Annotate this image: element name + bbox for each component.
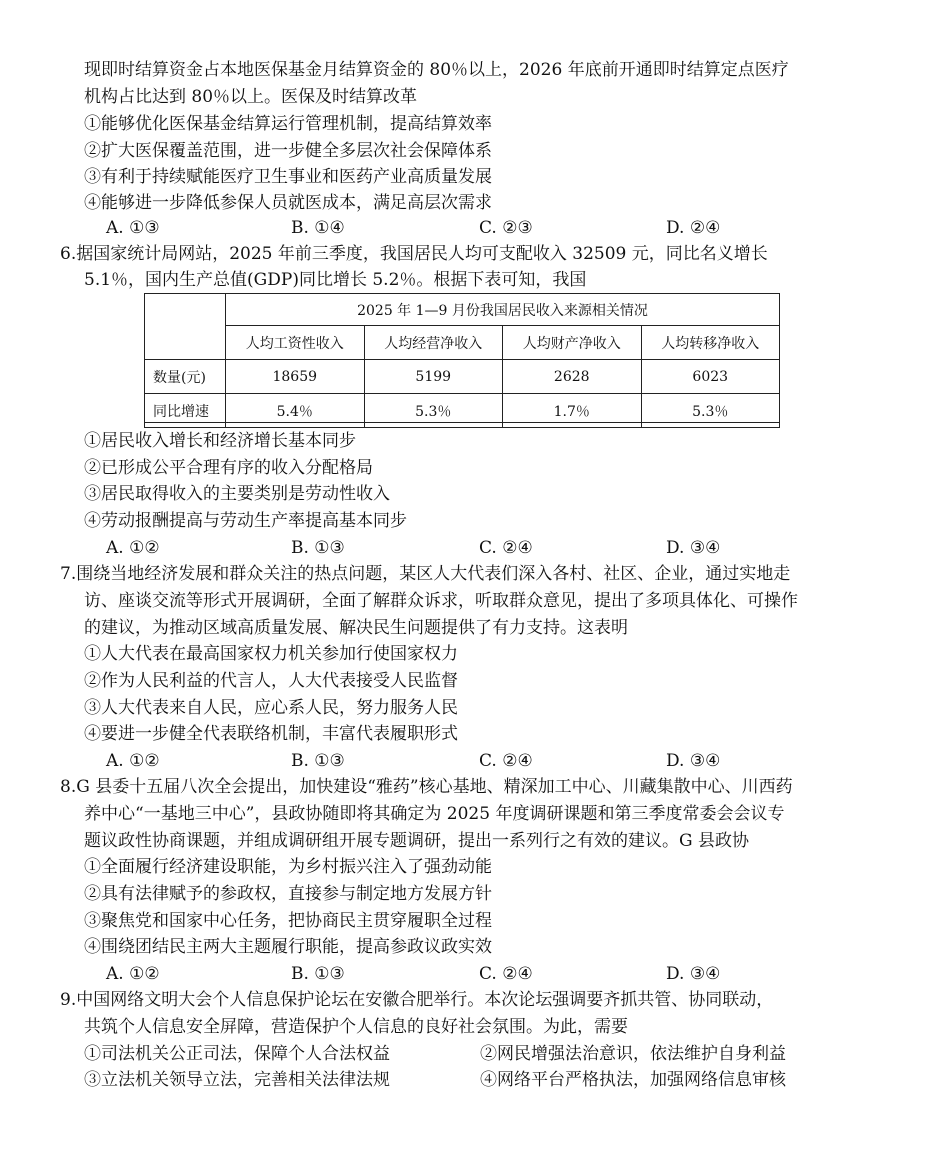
q6-stem-line-2: 5.1％，国内生产总值(GDP)同比增长 5.2％。根据下表可知，我国 xyxy=(84,270,587,290)
q9-stem-line-2: 共筑个人信息安全屏障，营造保护个人信息的良好社会氛围。为此，需要 xyxy=(84,1017,628,1037)
q6-choice-c[interactable]: C. ②④ xyxy=(479,538,533,558)
table-cell: 5199 xyxy=(364,360,503,394)
q7-item-2: ②作为人民利益的代言人，人大代表接受人民监督 xyxy=(84,671,458,691)
table-cell: 5.3％ xyxy=(641,394,780,428)
q8-stem-line-3: 题议政性协商课题，并组成调研组开展专题调研，提出一系列行之有效的建议。G 县政协 xyxy=(84,831,749,851)
q5-stem-line-2: 机构占比达到 80％以上。医保及时结算改革 xyxy=(84,87,418,107)
q6-item-3: ③居民取得收入的主要类别是劳动性收入 xyxy=(84,484,390,504)
q7-choice-d[interactable]: D. ③④ xyxy=(666,751,721,771)
income-table xyxy=(144,293,780,428)
q8-item-4: ④围绕团结民主两大主题履行职能，提高参政议政实效 xyxy=(84,937,492,957)
q5-choice-a[interactable]: A. ①③ xyxy=(106,218,160,238)
table-title: 2025 年 1—9 月份我国居民收入来源相关情况 xyxy=(226,294,780,326)
q7-stem-line-3: 的建议，为推动区域高质量发展、解决民生问题提供了有力支持。这表明 xyxy=(84,618,628,638)
q7-choice-c[interactable]: C. ②④ xyxy=(479,751,533,771)
q7-choice-b[interactable]: B. ①③ xyxy=(291,751,345,771)
q6-choice-d[interactable]: D. ③④ xyxy=(666,538,721,558)
q5-choice-c[interactable]: C. ②③ xyxy=(479,218,533,238)
table-cell: 5.4％ xyxy=(226,394,365,428)
table-header: 人均财产净收入 xyxy=(503,326,642,360)
q9-stem-line-1: 9.中国网络文明大会个人信息保护论坛在安徽合肥举行。本次论坛强调要齐抓共管、协同联动， xyxy=(60,990,774,1010)
q8-choice-d[interactable]: D. ③④ xyxy=(666,964,721,984)
table-row-label: 同比增速 xyxy=(145,394,226,428)
q7-stem-line-1: 7.围绕当地经济发展和群众关注的热点问题，某区人大代表们深入各村、社区、企业，通过实地走 xyxy=(60,564,791,584)
q5-choice-b[interactable]: B. ①④ xyxy=(291,218,345,238)
q5-item-3: ③有利于持续赋能医疗卫生事业和医药产业高质量发展 xyxy=(84,167,492,187)
q8-choice-c[interactable]: C. ②④ xyxy=(479,964,533,984)
q8-item-1: ①全面履行经济建设职能，为乡村振兴注入了强劲动能 xyxy=(84,857,492,877)
q9-item-3: ③立法机关领导立法，完善相关法律法规 xyxy=(84,1070,390,1090)
q9-item-1: ①司法机关公正司法，保障个人合法权益 xyxy=(84,1044,390,1064)
q7-item-3: ③人大代表来自人民，应心系人民，努力服务人民 xyxy=(84,698,458,718)
table-cell: 6023 xyxy=(641,360,780,394)
q6-item-2: ②已形成公平合理有序的收入分配格局 xyxy=(84,458,373,478)
table-header: 人均工资性收入 xyxy=(226,326,365,360)
q7-item-1: ①人大代表在最高国家权力机关参加行使国家权力 xyxy=(84,644,458,664)
q8-choice-a[interactable]: A. ①② xyxy=(106,964,160,984)
q6-choice-a[interactable]: A. ①② xyxy=(106,538,160,558)
q5-item-4: ④能够进一步降低参保人员就医成本，满足高层次需求 xyxy=(84,193,492,213)
table-header: 人均经营净收入 xyxy=(364,326,503,360)
q5-item-2: ②扩大医保覆盖范围，进一步健全多层次社会保障体系 xyxy=(84,141,492,161)
table-cell: 1.7％ xyxy=(503,394,642,428)
q6-item-4: ④劳动报酬提高与劳动生产率提高基本同步 xyxy=(84,511,407,531)
q5-choice-d[interactable]: D. ②④ xyxy=(666,218,721,238)
table-header: 人均转移净收入 xyxy=(641,326,780,360)
q8-item-2: ②具有法律赋予的参政权，直接参与制定地方发展方针 xyxy=(84,884,492,904)
q9-item-2: ②网民增强法治意识，依法维护自身利益 xyxy=(480,1044,786,1064)
table-cell: 5.3％ xyxy=(364,394,503,428)
table-row-label: 数量(元) xyxy=(145,360,226,394)
q7-item-4: ④要进一步健全代表联络机制，丰富代表履职形式 xyxy=(84,724,458,744)
table-cell: 18659 xyxy=(226,360,365,394)
q8-stem-line-1: 8.G 县委十五届八次全会提出，加快建设“雅药”核心基地、精深加工中心、川藏集散中心、川西药 xyxy=(60,777,793,797)
q8-choice-b[interactable]: B. ①③ xyxy=(291,964,345,984)
table-cell: 2628 xyxy=(503,360,642,394)
q7-stem-line-2: 访、座谈交流等形式开展调研，全面了解群众诉求，听取群众意见，提出了多项具体化、可操作 xyxy=(84,591,798,611)
q5-stem-line-1: 现即时结算资金占本地医保基金月结算资金的 80％以上，2026 年底前开通即时结算定点医疗 xyxy=(84,60,789,80)
q6-stem-line-1: 6.据国家统计局网站，2025 年前三季度，我国居民人均可支配收入 32509 元，同比名义增长 xyxy=(60,244,768,264)
q9-item-4: ④网络平台严格执法，加强网络信息审核 xyxy=(480,1070,786,1090)
table-corner xyxy=(145,294,226,360)
q6-item-1: ①居民收入增长和经济增长基本同步 xyxy=(84,431,356,451)
q8-item-3: ③聚焦党和国家中心任务，把协商民主贯穿履职全过程 xyxy=(84,911,492,931)
q8-stem-line-2: 养中心“一基地三中心”，县政协随即将其确定为 2025 年度调研课题和第三季度常委会会议专 xyxy=(84,804,785,824)
q5-item-1: ①能够优化医保基金结算运行管理机制，提高结算效率 xyxy=(84,114,492,134)
q6-choice-b[interactable]: B. ①③ xyxy=(291,538,345,558)
q7-choice-a[interactable]: A. ①② xyxy=(106,751,160,771)
